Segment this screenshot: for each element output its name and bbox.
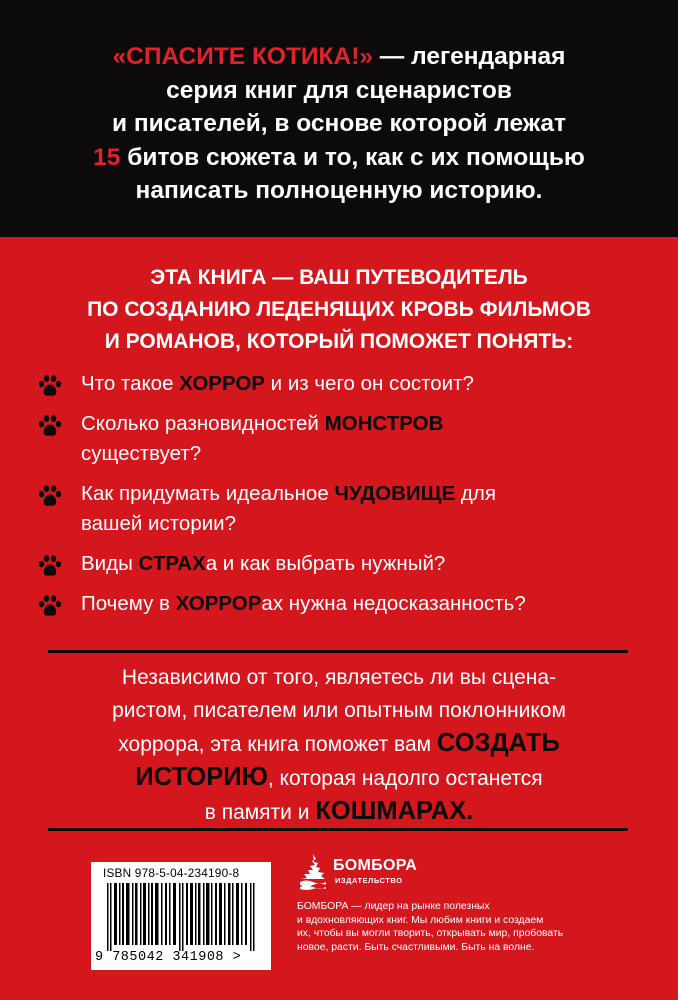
- paw-icon: [38, 595, 62, 617]
- closing-text: Независимо от того, являетесь ли вы сцена- ристом, писателем или опытным поклонником хоррора, эта книга поможет вам СОЗДАТЬ ИСТОРИЮ, которая надолго останется в памяти и КОШМАРАХ.: [112, 666, 566, 825]
- bullet-list: [38, 369, 648, 629]
- divider-top: [48, 650, 628, 653]
- publisher-description: БОМБОРА — лидер на рынке полезных и вдохновляющих книг. Мы любим книги и создаем их, чтобы вы могли творить, открывать мир, пробовать новое, расти. Быть счастливыми. Быть на волне.: [297, 901, 564, 953]
- list-item: Почему в ХОРРОРах нужна недосказанность?: [38, 589, 648, 619]
- isbn-label: ISBN 978-5-04-234190-8: [103, 866, 240, 880]
- series-title: «СПАСИТЕ КОТИКА!»: [112, 43, 373, 70]
- list-item: Что такое ХОРРОР и из чего он состоит?: [38, 369, 648, 399]
- paw-icon: [38, 375, 62, 397]
- list-item: Виды СТРАХа и как выбрать нужный?: [38, 549, 648, 579]
- paw-icon: [38, 415, 62, 437]
- barcode: [91, 862, 271, 970]
- bombora-logo-icon: [298, 852, 328, 890]
- list-item: Как придумать идеальное ЧУДОВИЩЕ для вашей истории?: [38, 479, 648, 539]
- beats-count: 15: [93, 143, 121, 171]
- paw-icon: [38, 485, 62, 507]
- divider-bottom: [48, 828, 628, 831]
- intro-text: «СПАСИТЕ КОТИКА!» — легендарная серия книг для сценаристов и писателей, в основе которой лежат 15 битов сюжета и то, как с их помощью написать полноценную историю.: [93, 43, 585, 204]
- barcode-bars: [107, 883, 257, 951]
- paw-icon: [38, 555, 62, 577]
- lead-heading: ЭТА КНИГА — ВАШ ПУТЕВОДИТЕЛЬ ПО СОЗДАНИЮ ЛЕДЕНЯЩИХ КРОВЬ ФИЛЬМОВ И РОМАНОВ, КОТОРЫЙ ПОМОЖЕТ ПОНЯТЬ:: [87, 266, 591, 353]
- publisher-logo-name: БОМБОРА: [333, 857, 418, 874]
- list-item: Сколько разновидностей МОНСТРОВ существует?: [38, 409, 648, 469]
- barcode-digits: 9 785042 341908 >: [95, 950, 242, 965]
- publisher-logo-subtitle: ИЗДАТЕЛЬСТВО: [335, 876, 403, 885]
